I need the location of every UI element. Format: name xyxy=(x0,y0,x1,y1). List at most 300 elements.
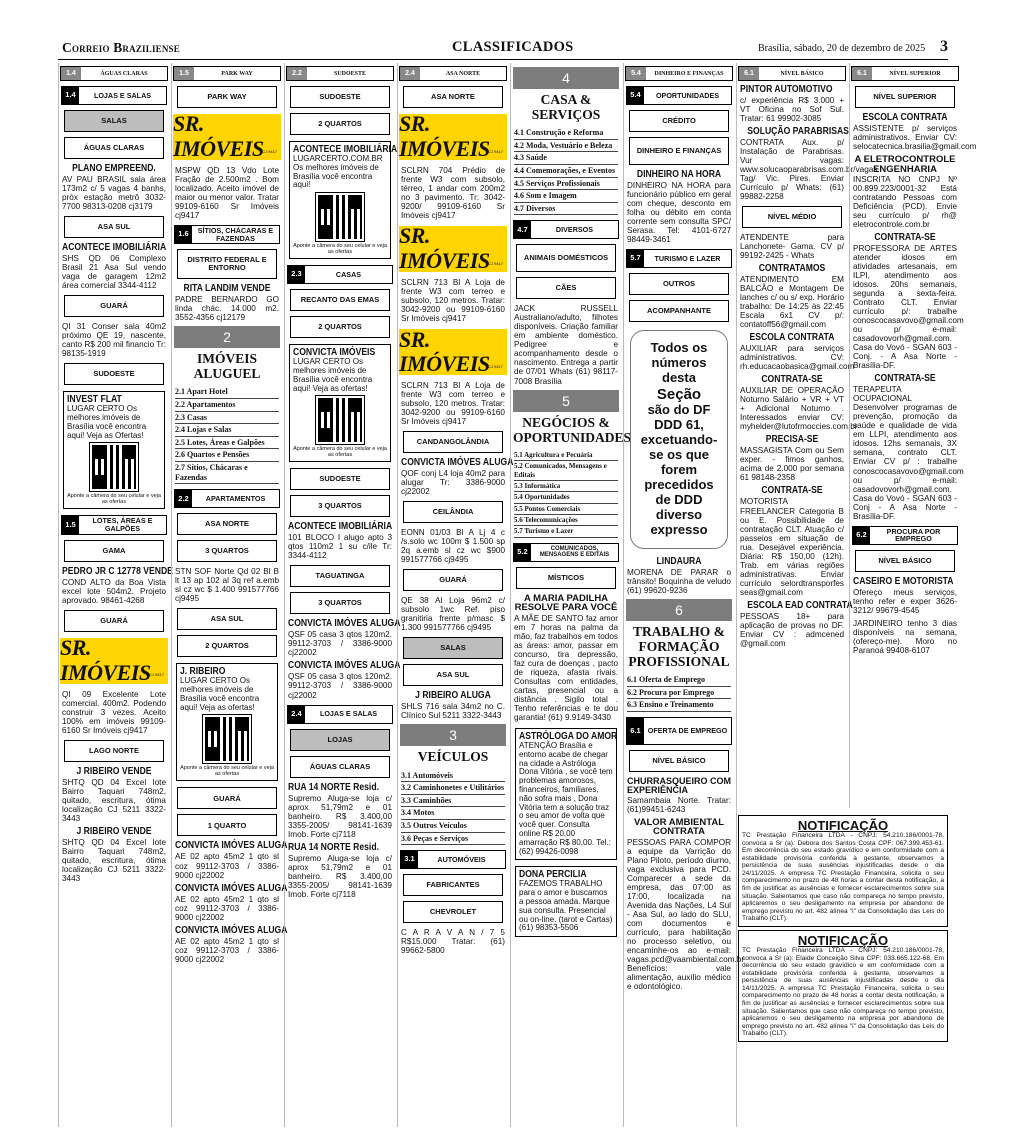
rooms-box: 2 QUARTOS xyxy=(290,113,390,135)
classified-ad xyxy=(59,243,169,290)
ad-text: EONN 01/03 Bl A Lj 4 c /s.solo wc 100m $ 1.500 sp 2q a.emb sl cz wc $900 991577766 cj9495 xyxy=(401,528,505,565)
logo-text: SR. IMÓVEIS xyxy=(60,634,151,685)
ad-title: ESCOLA CONTRATA xyxy=(749,332,835,344)
notice-text: TC Prestação Financeira LTDA - CNPJ: 54.210.186/0001-78, convoca a Sr (a): Debora dos Santos Costa CPF: 067.399.453-61. Em decorrência do seu estado gravídico e em conformidade com a estabilidade provisória conferida à gestante, observamos a persistência de suas ausências injustificadas desde o dia 24/11/2025. A empresa TC Prestação Financeira, solicita o seu comparecimento no prazo de 48 horas a contar desta notificação, a fim de justificar as ausências e fornecer esclarecimentos sobre sua situação. Salientamos que caso não compareça no tempo previsto, aplicaremos o seu desligamento na empresa por abandono de emprego previsto no art. 482 alínea "i" da Consolidação das Leis do Trabalho (CLT). xyxy=(742,832,944,923)
column-6 xyxy=(623,63,745,1127)
classified-ad xyxy=(737,233,847,260)
subcategory-box: NÍVEL BÁSICO xyxy=(629,750,729,772)
logo-small: CJ 9417 xyxy=(262,148,277,154)
category-number: 1.6 xyxy=(175,226,192,243)
classified-ad xyxy=(737,435,847,482)
newspaper-name: Correio Braziliense xyxy=(62,40,180,55)
classified-ad xyxy=(172,166,282,220)
category-label: LOJAS E SALAS xyxy=(319,709,378,719)
rooms-box: 2 QUARTOS xyxy=(177,635,277,657)
ad-title: CONTRATA-SE xyxy=(874,232,936,244)
ad-text: SHLS 716 sala 34m2 no C. Clínico Sul 5211 3322-3443 xyxy=(401,702,505,721)
ad-title: CONTRATA-SE xyxy=(874,373,936,385)
ad-title: CHURRASQUEIRO COM EXPERIÊNCIA xyxy=(627,775,732,795)
rooms-box: 2 QUARTOS xyxy=(290,316,390,338)
section-label: SUDOESTE xyxy=(333,70,366,77)
section-index xyxy=(511,450,621,538)
qr-caption: Aponte a câmera do seu celular e veja as ofertas xyxy=(180,765,274,777)
sr-imoveis-logo xyxy=(399,326,507,377)
index-item: 4.7 Diversos xyxy=(514,203,618,216)
classified-ad xyxy=(398,596,508,632)
sr-imoveis-logo xyxy=(399,111,507,161)
category-label: CASAS xyxy=(335,269,362,279)
ad-text: INSCRITA NO CNPJ Nº 00.899.223/0001-32 Está contratando Pessoas com Deficiência (PCD). Envie seu currículo p/ rh@ eletrocontrole.com.br xyxy=(853,175,957,230)
classified-ad xyxy=(59,322,169,358)
notice-line: Seção xyxy=(656,385,702,403)
classified-ad xyxy=(285,618,401,658)
ad-title: ACONTECE IMOBILIÁRIA xyxy=(288,521,393,533)
classified-ad xyxy=(737,374,858,432)
classified-ad xyxy=(850,112,977,152)
subcategory-box: CRÉDITO xyxy=(629,110,729,132)
ad-text: LUGARCERTO.COM.BR Os melhores imóveis de Brasília você encontra aqui! xyxy=(293,154,383,190)
index-item: 5.2 Comunicados, Mensagens e Editais xyxy=(514,461,618,481)
category-bar xyxy=(626,717,732,745)
category-number: 5.4 xyxy=(627,87,644,104)
index-item: 2.3 Casas xyxy=(175,412,279,425)
index-item: 6.1 Oferta de Emprego xyxy=(627,674,731,687)
location-box: GUARÁ xyxy=(64,610,164,632)
classified-ad xyxy=(398,381,508,426)
location-box: LAGO NORTE xyxy=(64,740,164,762)
qr-code-icon[interactable] xyxy=(90,443,138,491)
column-header xyxy=(399,66,507,81)
ad-title: SOLUÇÃO PARABRISAS xyxy=(747,126,849,138)
brand-box: CHEVROLET xyxy=(403,901,503,923)
ad-title: CONTRATA-SE xyxy=(761,485,823,497)
ad-text: LUGAR CERTO Os melhores imóveis de Brasília você encontra aqui! Veja as ofertas! xyxy=(293,357,373,393)
subcategory-box: MÍSTICOS xyxy=(516,567,616,589)
qr-ad xyxy=(176,663,278,781)
classified-ad xyxy=(624,170,734,244)
ad-text: c/ experiência R$ 3.000 + VT Oficina no Sof Sul. Tratar: 61 99902-3085 xyxy=(740,96,844,124)
notice-line: Todos os números desta xyxy=(650,340,708,385)
ad-title: J RIBEIRO VENDE xyxy=(76,765,152,777)
ad-text: MSPW QD 13 Vdo Lote Fração de 2.500m2 . Bom localizado. Aceito imóvel de maior ou menor valor. Tratar 99109-6160 Sr Imóveis cj9417 xyxy=(175,166,279,221)
section-label: NÍVEL SUPERIOR xyxy=(889,70,941,77)
ad-title: CONVICTA IMÓVES ALUGA xyxy=(175,882,288,894)
location-box: ÁGUAS CLARAS xyxy=(64,137,164,159)
subcategory-box: DINHEIRO E FINANÇAS xyxy=(629,137,729,165)
index-item: 6.2 Procura por Emprego xyxy=(627,687,731,700)
subcategory-box: CÃES xyxy=(516,277,616,299)
notice-line: excetuando-se os que forem precedidos de DDD diverso expresso xyxy=(640,432,718,537)
ad-title: CONVICTA IMÓVEIS xyxy=(293,347,376,359)
section-number: 1.5 xyxy=(174,67,194,80)
index-item: 2.6 Quartos e Pensões xyxy=(175,449,279,462)
notice-title: NOTIFICAÇÃO xyxy=(797,818,889,833)
location-box: SUDOESTE xyxy=(64,363,164,385)
ad-text: Samambaia Norte. Tratar: (61)99451-6243 xyxy=(627,795,731,814)
ddd-notice xyxy=(630,330,728,549)
rooms-box: 3 QUARTOS xyxy=(177,540,277,562)
classified-ad xyxy=(398,278,508,323)
index-item: 6.3 Ensino e Treinamento xyxy=(627,699,731,712)
subcategory-box: NÍVEL MÉDIO xyxy=(742,206,842,228)
subcategory-box: ANIMAIS DOMÉSTICOS xyxy=(516,244,616,272)
location-box: DISTRITO FEDERAL E ENTORNO xyxy=(177,249,277,279)
category-bar xyxy=(61,86,167,105)
ad-title: ESCOLA EAD CONTRATA xyxy=(747,599,853,611)
column-header xyxy=(625,66,733,81)
section-number-banner: 3 xyxy=(400,724,506,746)
ad-text: LUGAR CERTO Os melhores imóveis de Brasília você encontra aqui! Veja as ofertas! xyxy=(180,676,260,712)
classified-ad xyxy=(737,599,853,648)
ad-text: AV PAU BRASIL sala área 173m2 c/ 5 vagas 4 banhs, próx estação metrô 3032-7700 98313-0208 cj3179 xyxy=(62,175,166,212)
location-box: ASA SUL xyxy=(403,664,503,686)
index-item: 2.1 Apart Hotel xyxy=(175,386,279,399)
category-label: DIVERSOS xyxy=(555,225,594,235)
classified-ad xyxy=(624,777,734,814)
classified-ad xyxy=(850,373,964,521)
index-item: 4.3 Saúde xyxy=(514,152,618,165)
ad-text: QOF conj L4 loja 40m2 para alugar Tr: 3386-9000 cj22002 xyxy=(401,469,505,497)
index-item: 4.2 Moda, Vestuário e Beleza xyxy=(514,140,618,153)
section-number: 2.4 xyxy=(400,67,420,80)
category-number: 6.1 xyxy=(627,718,644,744)
classified-ad xyxy=(172,882,288,922)
ad-text: SHTQ QD 04 Excel lote Bairro Taquari 748m2, quitado, escritura, ótima localização CJ 5211 3322-3443 xyxy=(62,837,166,883)
ad-title: CASEIRO E MOTORISTA xyxy=(853,575,954,587)
section-title: VEÍCULOS xyxy=(417,749,489,765)
ad-title: ACONTECE IMOBILIÁRIA xyxy=(293,144,398,155)
classified-ad xyxy=(172,840,288,880)
category-bar xyxy=(174,489,280,508)
index-item: 5.4 Oportunidades xyxy=(514,492,618,503)
ad-text: SCLRN 704 Prédio de frente W3 com subsolo, térreo, 1 andar com 200m2 no 3 pavimento. Tr: 3042-9200/ 99109-6160 Sr Imóveis cj9417 xyxy=(401,166,505,221)
classified-ad xyxy=(511,594,621,722)
category-label: COMUNICADOS, MENSAGENS E EDITAIS xyxy=(539,546,610,559)
ad-text: C A R A V A N / 7 5 R$15.000 Tratar: (61) 99662-5800 xyxy=(401,928,505,956)
section-label: DINHEIRO E FINANÇAS xyxy=(654,70,724,77)
subcategory-box: OUTROS xyxy=(629,273,729,295)
classified-ad xyxy=(850,619,960,655)
category-number: 5.7 xyxy=(627,250,644,267)
ad-text: PADRE BERNARDO GO linda chác. 14.000 m2. 3552-4356 cj12179 xyxy=(175,295,279,323)
subcategory-box: NÍVEL SUPERIOR xyxy=(855,86,955,108)
ad-text: TERAPEUTA OCUPACIONAL Desenvolver programas de prevenção, promoção da saúde e qualidade de vida em LLPI, atendimento aos idosos. 12hs semanais, 3X semana, contrato CLT. Enviar CV p/ : trabalhe conoscocasavovo@gmail.com ou p/ e-mail: casadovovorh@gmail.com. Casa do Vovó - SGAN 603 - Conj - A Asa Norte - Brasília-DF. xyxy=(853,385,964,521)
classified-ad xyxy=(398,691,508,720)
section-title: CASA & SERVIÇOS xyxy=(531,92,601,123)
section-label: NÍVEL BÁSICO xyxy=(780,70,824,77)
classified-ad xyxy=(59,164,169,211)
ad-text: AUXILIAR para serviços administrativos. CV: rh.educacaobasica@gmail.com xyxy=(740,344,855,372)
section-index xyxy=(511,127,621,215)
ad-text: AE 02 apto 45m2 1 qto sl coz 99112-3703 / 3386-9000 cj22002 xyxy=(175,894,279,922)
location-box: GUARÁ xyxy=(64,295,164,317)
classified-ad xyxy=(285,843,395,899)
ad-title: CONVICTA IMÓVES ALUGA xyxy=(175,924,288,936)
column-header xyxy=(60,66,168,81)
ad-text: AE 02 apto 45m2 1 qto sl coz 99112-3703 / 3386-9000 cj22002 xyxy=(175,852,279,880)
ad-title: CONTRATA-SE xyxy=(761,374,823,386)
ad-title: LINDAURA xyxy=(656,555,702,567)
ad-title: J. RIBEIRO xyxy=(180,666,226,678)
subcategory-box: SALAS xyxy=(64,110,164,132)
ad-text: ATENÇÃO Brasília e entorno acabe de chegar na cidade a Astróloga Dona Vitória , se você tem problemas amorosos, financeiros, familiares, não sofra mais , Dona Vitória tem a solução traz o seu amor de volta que você quer. Consulta online R$ 20,00 amarração R$ 80,00. Tel.: (62) 99426-0098 xyxy=(519,741,613,856)
ad-title: CONVICTA IMÓVES ALUGA xyxy=(401,457,514,469)
ad-text: ASSISTENTE p/ serviços administrativos. Enviar CV: selocatecnica.brasilia@gmail.com xyxy=(853,124,977,152)
category-bar xyxy=(400,850,506,869)
section-index xyxy=(398,770,508,846)
classified-ad xyxy=(59,827,169,883)
category-bar xyxy=(174,225,280,244)
category-bar xyxy=(513,220,619,239)
ad-text: SCLRN 713 Bl A Loja de frente W3 com terreo e subsolo, 120 metros. Tratar: 3042-9200 ou 99109-6160 Sr Imóveis cj9417 xyxy=(401,278,505,324)
ad-title: A ELETROCONTROLE ENGENHARIA xyxy=(854,154,956,175)
ad-title: RUA 14 NORTE Resid. xyxy=(288,841,379,853)
column-header xyxy=(851,66,959,81)
category-bar xyxy=(626,249,732,268)
ad-title: PRECISA-SE xyxy=(765,434,819,446)
ad-title: CONVICTA IMÓVES ALUGA xyxy=(288,618,401,630)
section-number: 2.2 xyxy=(287,67,307,80)
location-box: SUDOESTE xyxy=(290,86,390,108)
boxed-ad xyxy=(515,866,617,937)
index-item: 2.4 Lojas e Salas xyxy=(175,424,279,437)
subcategory-box: SALAS xyxy=(403,637,503,659)
section-number-banner: 2 xyxy=(174,326,280,348)
category-label: SÍTIOS, CHÁCARAS E FAZENDAS xyxy=(197,226,274,243)
column-8 xyxy=(849,63,977,808)
classified-ad xyxy=(285,660,401,700)
classified-ad xyxy=(398,166,508,220)
ad-text: ATENDENTE para Lanchonete- Gama. CV p/ 99192-2425 - Whats xyxy=(740,233,844,261)
legal-notice xyxy=(738,930,948,1042)
section-number-banner: 5 xyxy=(513,390,619,412)
section-number-banner: 4 xyxy=(513,67,619,89)
classified-ad xyxy=(850,232,964,371)
ad-title: VALOR AMBIENTAL CONTRATA xyxy=(633,816,725,838)
qr-code-icon[interactable] xyxy=(316,193,364,241)
ad-text: ATENDIMENTO EM BALCÃO e Montagem De lanches c/ ou s/ exp. Horário trabalho: De 14:25 às 22:45 Escala 6x1 CV p/: contatoff56@gmail.com xyxy=(740,275,844,330)
ad-text: FAZEMOS TRABALHO para o amor e buscamos a pessoa amada. Marque sua consulta. Presencial ou on-line. (tarot e Cartas) (61) 98353-5506 xyxy=(519,879,613,933)
index-item: 2.7 Sítios, Chácaras e Fazendas xyxy=(175,462,279,484)
rooms-box: 3 QUARTOS xyxy=(290,592,390,614)
section-number: 6.1 xyxy=(852,67,872,80)
classified-ad xyxy=(59,690,169,735)
classified-ad xyxy=(624,557,734,595)
sr-imoveis-logo xyxy=(173,111,281,161)
location-box: ASA SUL xyxy=(64,216,164,238)
ad-title: PEDRO JR C 12778 VENDE xyxy=(62,565,173,577)
ad-text: MASSAGISTA Com ou Sem exper. - fimos ganhos, acima de 2.000 por semana 61 98148-2358 xyxy=(740,446,844,483)
classified-ad xyxy=(737,332,855,372)
index-item: 5.5 Pontos Comerciais xyxy=(514,504,618,515)
ad-text: MORENA DE PARAR o trânsito! Boquinha de veludo (61) 99620-9236 xyxy=(627,567,731,595)
rooms-box: 3 QUARTOS xyxy=(290,495,390,517)
ad-title: PLANO EMPREEND. xyxy=(72,163,156,174)
category-number: 2.3 xyxy=(288,266,305,283)
index-item: 4.5 Serviços Profissionais xyxy=(514,178,618,191)
classified-ad xyxy=(737,126,878,202)
category-number: 1.4 xyxy=(62,87,79,104)
category-number: 1.5 xyxy=(62,516,79,533)
ad-text: JACK RUSSELL Australiano/adulto, filhotes disponíveis. Criação familiar em ambiente doméstico. Pedigree e acompanhamento desde o nascimento. Entrega a partir de 07/01 Whats (61) 98117-7008 Brasília xyxy=(514,304,618,386)
classified-ad xyxy=(59,767,169,823)
ad-title: CONVICTA IMÓVES ALUGA xyxy=(288,660,401,672)
location-box: ASA NORTE xyxy=(403,86,503,108)
notice-text: TC Prestação Financeira LTDA - CNPJ: 54.210.186/0001-78, convoca a Sr (a): Elaide Conceição Silva CPF: 033.665.122-68. Em decorrência do seu estado gravídico e em conformidade com a estabilidade provisória conferida à gestante, observamos a persistência de suas ausências injustificadas desde o dia 14/11/2025. A empresa TC Prestação Financeira, solicita o seu comparecimento no prazo de 48 horas a contar desta notificação, a fim de justificar as ausências e fornecer esclarecimentos sobre sua situação. Salientamos que caso não compareça no tempo previsto, aplicaremos o seu desligamento na empresa por abandono de emprego previsto no art. 482 alínea "i" da Consolidação das Leis do Trabalho (CLT). xyxy=(742,946,944,1038)
index-item: 5.3 Informática xyxy=(514,481,618,492)
category-number: 6.2 xyxy=(853,527,870,544)
qr-ad xyxy=(63,391,165,509)
category-bar xyxy=(287,705,393,724)
qr-caption: Aponte a câmera do seu celular e veja as ofertas xyxy=(293,446,387,458)
section-index xyxy=(172,386,282,484)
category-bar xyxy=(61,515,167,534)
ad-text: MOTORISTA FREELANCER Categoria B ou E. Possibilidade de contratação CLT. Atuação c/ passeios em situação de rua. Desejável experiência. Diária: R$ 150,00 (12h). Trab. em várias regiões administrativas. Enviar currículo selordtransporfes seas@gmail.com xyxy=(740,497,844,597)
category-bar xyxy=(852,526,958,545)
classified-ad xyxy=(172,924,288,964)
category-number: 2.4 xyxy=(288,706,305,723)
subcategory-box: LOJAS xyxy=(290,729,390,751)
ad-text: QSF 05 casa 3 qtos 120m2. 99112-3703 / 3386-9000 cj22002 xyxy=(288,630,392,658)
category-label: OPORTUNIDADES xyxy=(655,90,720,100)
classified-ad xyxy=(398,457,514,497)
section-number: 6.1 xyxy=(739,67,759,80)
index-item: 3.2 Caminhonetes e Utilitários xyxy=(401,782,505,795)
ad-text: A MÃE DE SANTO faz amor em 7 horas na palma da mão, faz trabalhos em todos as áreas: amor, passar em concurso, tira depressão, faz cura de doenças , pacto de riqueza, afasta rivais. Consultas com entidades, cartas, presencial ou a distância . Sigilo total . Tenho referências e te dou garantia! (61) 9.9149-3430 xyxy=(514,613,618,723)
column-3 xyxy=(284,63,401,1127)
ad-text: QI 31 Conser sala 40m2 próximo QE 19, nascente, canto R$ 200 mil financio Tr: 98135-1919 xyxy=(62,322,166,359)
ad-text: Supremo Aluga-se loja c/ aprox 51,79m2 e 01 banheiro. R$ 3.400,00 3355-2005/ 98141-1639 Imob. Forte cj7118 xyxy=(288,793,392,839)
qr-ad xyxy=(289,344,391,462)
section-title: NEGÓCIOS & OPORTUNIDADES xyxy=(513,414,632,445)
ad-title: J RIBEIRO ALUGA xyxy=(415,690,491,702)
classified-ad xyxy=(737,85,847,123)
ad-text: SHS QD 06 Complexo Brasil 21 Asa Sul vendo vaga de garagem 12m2 área comercial 3344-4112 xyxy=(62,254,166,291)
classified-ad xyxy=(285,783,395,839)
masthead xyxy=(58,36,948,60)
classified-ad xyxy=(398,528,508,564)
column-header xyxy=(286,66,394,81)
ad-text: AUXILIAR DE OPERAÇÃO Noturno Salário + VR + VT + Adicional Noturno . Interessados enviar CV: myhelder@lutofrmoccies.com.br xyxy=(740,386,858,432)
subcategory-box: NÍVEL BÁSICO xyxy=(855,550,955,572)
location-box: ÁGUAS CLARAS xyxy=(290,756,390,778)
category-number: 4.7 xyxy=(514,221,531,238)
legal-notice xyxy=(738,815,948,927)
ad-title: ASTRÓLOGA DO AMOR xyxy=(519,731,618,743)
index-item: 5.7 Turismo e Lazer xyxy=(514,526,618,537)
logo-small: CJ 9417 xyxy=(488,148,503,154)
classified-ad xyxy=(172,567,282,603)
logo-small: CJ 9417 xyxy=(488,260,503,266)
logo-small: CJ 9417 xyxy=(488,363,503,369)
location-box: ASA NORTE xyxy=(177,513,277,535)
logo-text: SR. IMÓVEIS xyxy=(399,326,490,377)
category-bar xyxy=(287,265,393,284)
ad-text: SCLRN 713 Bl A Loja de frente W3 com terreo e subsolo, 120 metros. Tratar: 3042-9200 ou 99109-6160 Sr Imóveis cj9417 xyxy=(401,381,505,427)
ad-title: PINTOR AUTOMOTIVO xyxy=(740,84,833,95)
category-label: AUTOMÓVEIS xyxy=(437,854,486,864)
section-number: 5.4 xyxy=(626,67,646,80)
ad-title: DONA PERCILIA xyxy=(519,869,587,881)
ad-text: LUGAR CERTO Os melhores imóveis de Brasília você encontra aqui! Veja as Ofertas! xyxy=(67,404,147,440)
location-box: GAMA xyxy=(64,540,164,562)
ad-text: DINHEIRO NA HORA para funcionário público em geral com cheque, desconto em folha ou débito em conta corrente sem consulta SPC/ Serasa. Tel: 4101-6727 98449-3461 xyxy=(627,181,731,245)
classified-ad xyxy=(737,264,847,329)
qr-code-icon[interactable] xyxy=(203,715,251,763)
section-title: TRABALHO & FORMAÇÃO PROFISSIONAL xyxy=(628,623,730,669)
section-number-banner: 6 xyxy=(626,599,732,621)
category-label: LOTES, ÁREAS E GALPÕES xyxy=(92,516,153,533)
category-label: PROCURA POR EMPREGO xyxy=(886,526,941,544)
notice-title: NOTIFICAÇÃO xyxy=(797,932,889,948)
index-item: 3.6 Peças e Serviços xyxy=(401,833,505,846)
section-title: CLASSIFICADOS xyxy=(452,39,574,55)
category-bar xyxy=(626,86,732,105)
category-label: OFERTA DE EMPREGO xyxy=(647,725,728,735)
column-1 xyxy=(58,63,173,1127)
category-number: 3.1 xyxy=(401,851,418,868)
section-title: IMÓVEIS ALUGUEL xyxy=(193,351,261,382)
location-box: GUARÁ xyxy=(177,787,277,809)
section-index xyxy=(624,674,734,712)
ad-title: ESCOLA CONTRATA xyxy=(862,112,948,123)
location-box: CEILÂNDIA xyxy=(403,501,503,523)
location-box: SUDOESTE xyxy=(290,468,390,490)
classified-ad xyxy=(172,284,282,322)
ad-text: AE 02 apto 45m2 1 qto sl coz 99112-3703 / 3386-9000 cj22002 xyxy=(175,936,279,964)
classified-ad xyxy=(850,577,960,615)
location-box: RECANTO DAS EMAS xyxy=(290,289,390,311)
ad-text: SHTQ QD 04 Excel lote Bairro Taquari 748m2, quitado, escritura, ótima localização CJ 5211 3322-3443 xyxy=(62,777,166,823)
category-label: APARTAMENTOS xyxy=(205,493,266,503)
ad-text: PROFESSORA DE ARTES atender idosos em atividades artesanais, em ILPI, atendimento aos idosos. 20hs semanais, segunda a sexta-feira. Contrato CLT. Enviar currículo p/: trabalhe conoscocasavovo@gmail.com ou p/ e-mail: casadovovorh@gmail.com. Casa do Vovó - SGAN 603 - Conj. - A Asa Norte - Brasília-DF. xyxy=(853,244,964,371)
ad-text: 101 BLOCO I alugo apto 3 qtos 110m2 1 su c/ile Tr: 3344-4112 xyxy=(288,533,392,561)
qr-code-icon[interactable] xyxy=(316,396,364,444)
subcategory-box: ACOMPANHANTE xyxy=(629,300,729,322)
category-number: 5.2 xyxy=(514,544,531,561)
classified-ad xyxy=(398,928,508,955)
ad-title: RUA 14 NORTE Resid. xyxy=(288,781,379,793)
ad-title: ACONTECE IMOBILIÁRIA xyxy=(62,242,167,254)
notice-line: são do DF DDD 61, xyxy=(647,402,711,433)
ad-title: RITA LANDIM VENDE xyxy=(183,283,271,295)
ad-text: PESSOAS PARA COMPOR a equipe da Varrição do Plano Piloto, período diurno, vaga exclusiva para PCD. Comparecer a sede da empresa, das 07:00 as 17:00, localizada na Avenida das Nações, L4 Sul - Asa Sul, ao lado do SLU, com documentos e currículo, para habilitação no processo seletivo, ou encaminhe-os ao e-mail: vagas.pcd@vaambiental.com.br Benefícios: vale alimentação, auxílio médico e odontológico. xyxy=(627,837,745,992)
index-item: 2.5 Lotes, Áreas e Galpões xyxy=(175,437,279,450)
subcategory-box: FABRICANTES xyxy=(403,874,503,896)
classified-ad xyxy=(285,522,395,560)
index-item: 5.1 Agricultura e Pecuária xyxy=(514,450,618,461)
qr-caption: Aponte a câmera do seu celular e veja as ofertas xyxy=(67,493,161,505)
ad-text: QE 38 Al Loja 96m2 c/ subsolo 1wc Ref. piso granitiria frente p/masc $ 1.300 991577766 cj9495 xyxy=(401,596,505,633)
section-label: PARK WAY xyxy=(221,70,253,77)
index-item: 4.1 Construção e Reforma xyxy=(514,127,618,140)
logo-text: SR. IMÓVEIS xyxy=(399,111,490,161)
ad-text: Ofereço meus serviços, tenho refer e exper 3626-3212/ 99679-4545 xyxy=(853,587,957,615)
column-5 xyxy=(510,63,632,1127)
ad-text: JARDINEIRO tenho 3 dias disponíveis na semana, (ofereço-me). Moro no Paranoá 99408-6107 xyxy=(853,618,957,655)
classified-ad xyxy=(511,304,621,385)
index-item: 3.3 Caminhões xyxy=(401,795,505,808)
ad-text: CONTRATA Aux. p/ Instalação de Parabrisas. Vur vagas: www.solucaoparabrisas.com.br/vagas Tag/ Vic. Pires. Enviar Currículo p/ Whats: (61) 99882-2258 xyxy=(740,138,878,202)
column-2 xyxy=(171,63,288,1127)
index-item: 2.2 Apartamentos xyxy=(175,399,279,412)
index-item: 4.6 Som e Imagem xyxy=(514,190,618,203)
ad-title: INVEST FLAT xyxy=(67,394,122,406)
ad-text: COND ALTO da Boa Vista excel lote 504m2. Projeto aprovado. 98461-4268 xyxy=(62,577,166,605)
sr-imoveis-logo xyxy=(60,634,168,685)
classified-ad xyxy=(850,155,960,229)
ad-title: A MARIA PADILHA RESOLVE PARA VOCÊ xyxy=(514,592,618,614)
